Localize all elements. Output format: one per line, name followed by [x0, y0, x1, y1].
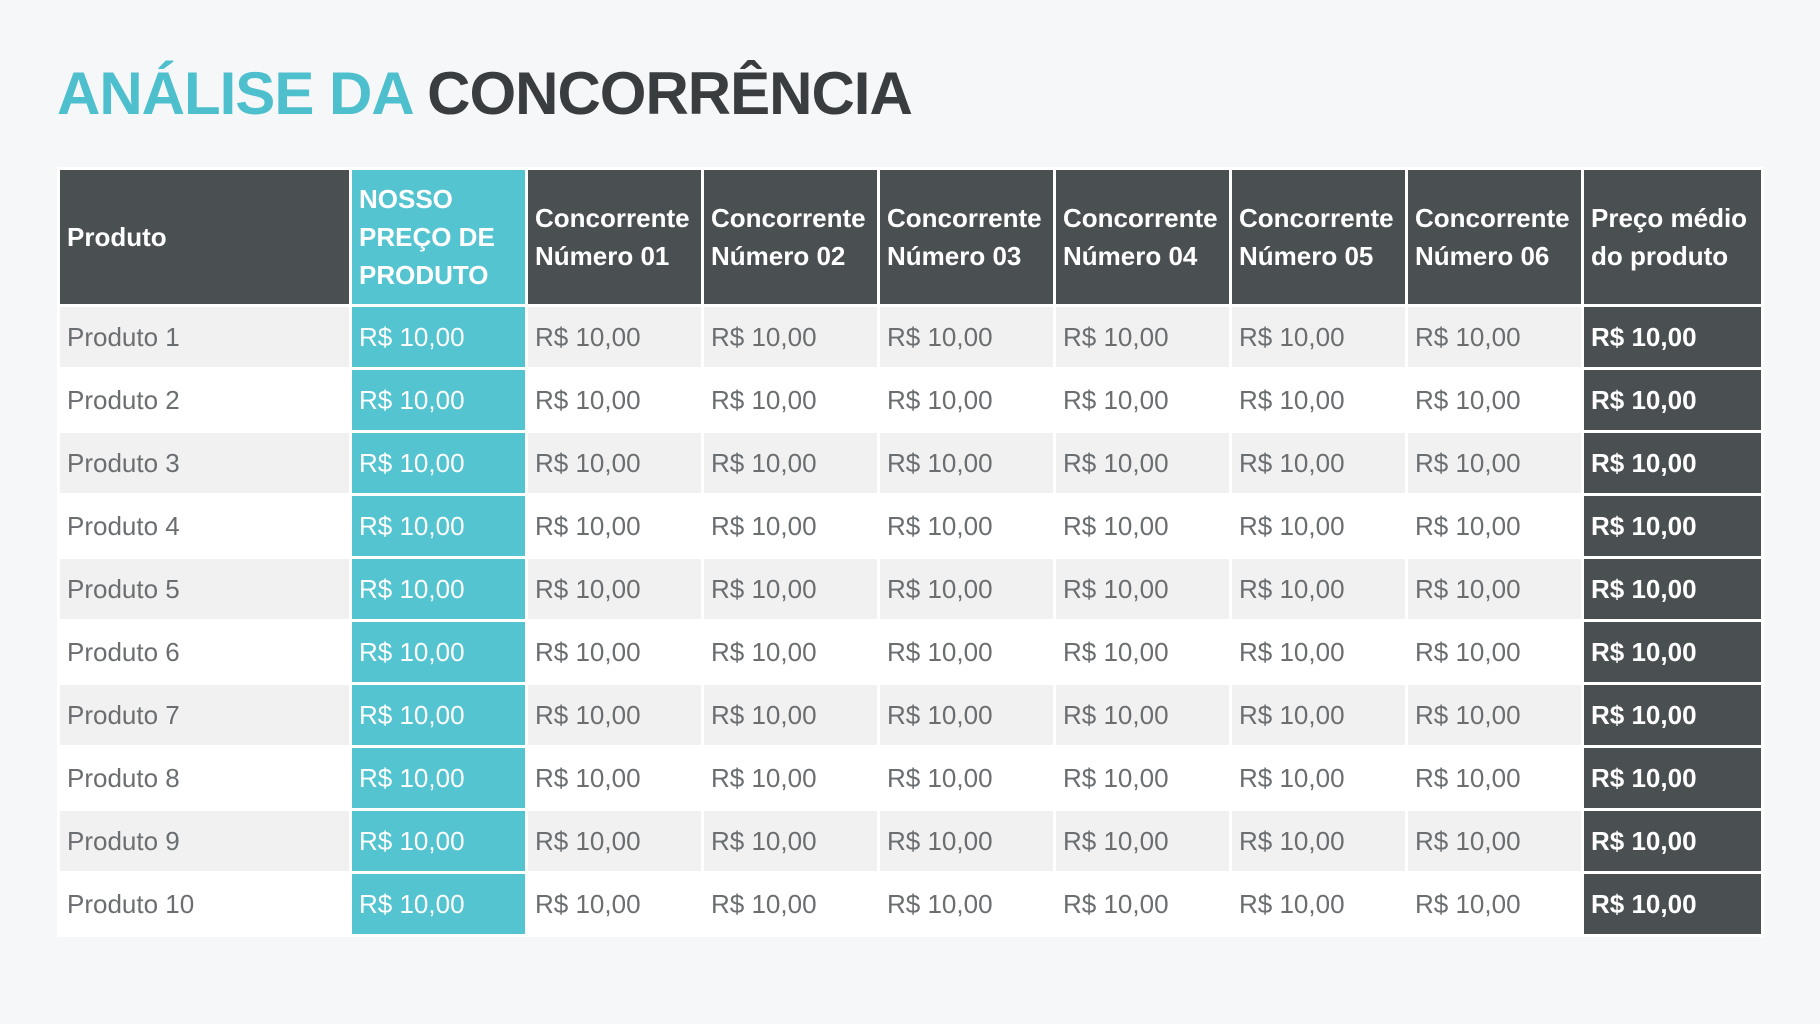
our-price-cell: R$ 10,00 — [351, 495, 527, 558]
average-price-cell: R$ 10,00 — [1583, 747, 1763, 810]
header-average-price: Preço médio do produto — [1583, 169, 1763, 306]
competitor-02-price-cell: R$ 10,00 — [703, 873, 879, 936]
competitor-06-price-cell: R$ 10,00 — [1407, 558, 1583, 621]
competitor-04-price-cell: R$ 10,00 — [1055, 810, 1231, 873]
competitor-06-price-cell: R$ 10,00 — [1407, 873, 1583, 936]
header-our-price: NOSSO PREÇO DE PRODUTO — [351, 169, 527, 306]
competitor-04-price-cell: R$ 10,00 — [1055, 873, 1231, 936]
competitor-05-price-cell: R$ 10,00 — [1231, 810, 1407, 873]
competitor-01-price-cell: R$ 10,00 — [527, 810, 703, 873]
table-body — [59, 306, 1763, 936]
competitor-03-price-cell: R$ 10,00 — [879, 495, 1055, 558]
product-name-cell: Produto 4 — [59, 495, 351, 558]
average-price-cell: R$ 10,00 — [1583, 684, 1763, 747]
competitor-03-price-cell: R$ 10,00 — [879, 369, 1055, 432]
competitor-04-price-cell: R$ 10,00 — [1055, 684, 1231, 747]
competitor-02-price-cell: R$ 10,00 — [703, 369, 879, 432]
header-competitor-01: Concorrente Número 01 — [527, 169, 703, 306]
competitor-01-price-cell: R$ 10,00 — [527, 495, 703, 558]
competitor-02-price-cell: R$ 10,00 — [703, 621, 879, 684]
competitor-02-price-cell: R$ 10,00 — [703, 495, 879, 558]
table-row — [59, 810, 1763, 873]
our-price-cell: R$ 10,00 — [351, 747, 527, 810]
competitor-06-price-cell: R$ 10,00 — [1407, 684, 1583, 747]
table-row — [59, 873, 1763, 936]
our-price-cell: R$ 10,00 — [351, 369, 527, 432]
competitor-02-price-cell: R$ 10,00 — [703, 306, 879, 369]
average-price-cell: R$ 10,00 — [1583, 495, 1763, 558]
competitor-06-price-cell: R$ 10,00 — [1407, 621, 1583, 684]
competitor-04-price-cell: R$ 10,00 — [1055, 621, 1231, 684]
competitor-price-table — [57, 167, 1764, 937]
competitor-05-price-cell: R$ 10,00 — [1231, 684, 1407, 747]
competitor-01-price-cell: R$ 10,00 — [527, 369, 703, 432]
product-name-cell: Produto 3 — [59, 432, 351, 495]
competitor-03-price-cell: R$ 10,00 — [879, 747, 1055, 810]
header-competitor-05: Concorrente Número 05 — [1231, 169, 1407, 306]
header-row — [59, 169, 1763, 306]
competitor-04-price-cell: R$ 10,00 — [1055, 432, 1231, 495]
competitor-03-price-cell: R$ 10,00 — [879, 684, 1055, 747]
competitor-03-price-cell: R$ 10,00 — [879, 558, 1055, 621]
our-price-cell: R$ 10,00 — [351, 432, 527, 495]
competitor-05-price-cell: R$ 10,00 — [1231, 621, 1407, 684]
competitor-06-price-cell: R$ 10,00 — [1407, 747, 1583, 810]
competitor-06-price-cell: R$ 10,00 — [1407, 369, 1583, 432]
table-header — [59, 169, 1763, 306]
competitor-02-price-cell: R$ 10,00 — [703, 432, 879, 495]
competitor-06-price-cell: R$ 10,00 — [1407, 495, 1583, 558]
header-product: Produto — [59, 169, 351, 306]
header-competitor-04: Concorrente Número 04 — [1055, 169, 1231, 306]
competitor-01-price-cell: R$ 10,00 — [527, 873, 703, 936]
competitor-06-price-cell: R$ 10,00 — [1407, 432, 1583, 495]
competitor-05-price-cell: R$ 10,00 — [1231, 495, 1407, 558]
table-row — [59, 495, 1763, 558]
competitor-04-price-cell: R$ 10,00 — [1055, 306, 1231, 369]
table-row — [59, 621, 1763, 684]
competitor-05-price-cell: R$ 10,00 — [1231, 369, 1407, 432]
average-price-cell: R$ 10,00 — [1583, 306, 1763, 369]
product-name-cell: Produto 7 — [59, 684, 351, 747]
average-price-cell: R$ 10,00 — [1583, 873, 1763, 936]
our-price-cell: R$ 10,00 — [351, 810, 527, 873]
competitor-05-price-cell: R$ 10,00 — [1231, 747, 1407, 810]
header-competitor-06: Concorrente Número 06 — [1407, 169, 1583, 306]
product-name-cell: Produto 6 — [59, 621, 351, 684]
competitor-01-price-cell: R$ 10,00 — [527, 306, 703, 369]
competitor-05-price-cell: R$ 10,00 — [1231, 432, 1407, 495]
competitor-05-price-cell: R$ 10,00 — [1231, 306, 1407, 369]
competitor-01-price-cell: R$ 10,00 — [527, 684, 703, 747]
competitor-03-price-cell: R$ 10,00 — [879, 621, 1055, 684]
product-name-cell: Produto 2 — [59, 369, 351, 432]
competitor-05-price-cell: R$ 10,00 — [1231, 873, 1407, 936]
competitor-01-price-cell: R$ 10,00 — [527, 432, 703, 495]
average-price-cell: R$ 10,00 — [1583, 558, 1763, 621]
competitor-03-price-cell: R$ 10,00 — [879, 432, 1055, 495]
competitor-05-price-cell: R$ 10,00 — [1231, 558, 1407, 621]
average-price-cell: R$ 10,00 — [1583, 810, 1763, 873]
competitor-06-price-cell: R$ 10,00 — [1407, 306, 1583, 369]
competitor-04-price-cell: R$ 10,00 — [1055, 369, 1231, 432]
competitor-01-price-cell: R$ 10,00 — [527, 621, 703, 684]
page-title — [57, 58, 912, 130]
page-title-accent: ANÁLISE DA — [57, 60, 412, 127]
competitor-04-price-cell: R$ 10,00 — [1055, 747, 1231, 810]
header-competitor-02: Concorrente Número 02 — [703, 169, 879, 306]
average-price-cell: R$ 10,00 — [1583, 621, 1763, 684]
table-row — [59, 558, 1763, 621]
competitor-02-price-cell: R$ 10,00 — [703, 684, 879, 747]
our-price-cell: R$ 10,00 — [351, 684, 527, 747]
competitor-03-price-cell: R$ 10,00 — [879, 810, 1055, 873]
competitor-04-price-cell: R$ 10,00 — [1055, 558, 1231, 621]
competitor-03-price-cell: R$ 10,00 — [879, 306, 1055, 369]
product-name-cell: Produto 5 — [59, 558, 351, 621]
competitor-02-price-cell: R$ 10,00 — [703, 810, 879, 873]
product-name-cell: Produto 9 — [59, 810, 351, 873]
page-title-rest: CONCORRÊNCIA — [427, 60, 912, 127]
our-price-cell: R$ 10,00 — [351, 621, 527, 684]
our-price-cell: R$ 10,00 — [351, 558, 527, 621]
competitor-02-price-cell: R$ 10,00 — [703, 558, 879, 621]
table-row — [59, 432, 1763, 495]
table-row — [59, 369, 1763, 432]
our-price-cell: R$ 10,00 — [351, 306, 527, 369]
product-name-cell: Produto 1 — [59, 306, 351, 369]
table-row — [59, 747, 1763, 810]
competitor-04-price-cell: R$ 10,00 — [1055, 495, 1231, 558]
table-row — [59, 684, 1763, 747]
competitor-01-price-cell: R$ 10,00 — [527, 747, 703, 810]
header-competitor-03: Concorrente Número 03 — [879, 169, 1055, 306]
average-price-cell: R$ 10,00 — [1583, 369, 1763, 432]
table-row — [59, 306, 1763, 369]
competitor-02-price-cell: R$ 10,00 — [703, 747, 879, 810]
average-price-cell: R$ 10,00 — [1583, 432, 1763, 495]
competitor-01-price-cell: R$ 10,00 — [527, 558, 703, 621]
product-name-cell: Produto 10 — [59, 873, 351, 936]
product-name-cell: Produto 8 — [59, 747, 351, 810]
our-price-cell: R$ 10,00 — [351, 873, 527, 936]
competitor-03-price-cell: R$ 10,00 — [879, 873, 1055, 936]
competitor-06-price-cell: R$ 10,00 — [1407, 810, 1583, 873]
